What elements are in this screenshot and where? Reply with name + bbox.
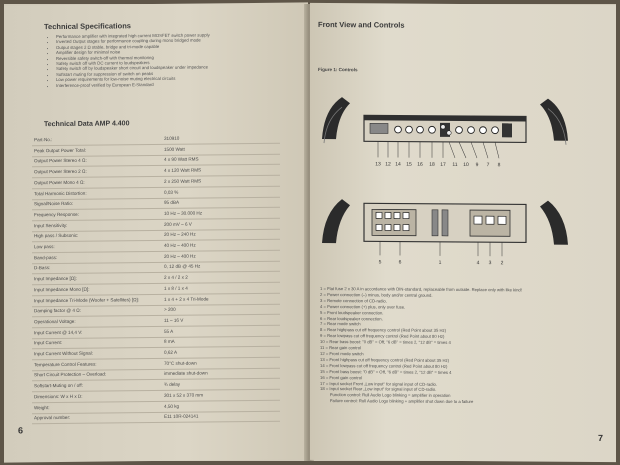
row-divider <box>32 421 280 425</box>
spec-value: 70°C shut-down <box>164 360 197 366</box>
row-divider <box>32 143 280 147</box>
legend-item: Function control: Rull Audio Logo blinking = amplifier in operation <box>330 392 451 399</box>
row-divider <box>32 367 280 371</box>
spec-label: Input Current: <box>34 340 63 346</box>
callout-number: 4 <box>476 260 480 267</box>
spec-value: 4 x 90 Watt RMS <box>164 156 199 163</box>
row-divider <box>32 207 280 211</box>
legend-item: 15 = Front bass boost: "0 dB" = Off, "6 dB" = times 2, "12 dB" = times 4 <box>320 368 452 375</box>
left-page <box>4 2 308 462</box>
callout-number: 12 <box>385 161 391 168</box>
spec-value: 0,62 A <box>164 349 178 355</box>
row-divider <box>32 378 280 382</box>
spec-value: > 200 <box>164 306 176 313</box>
amplifier-terminals-diagram <box>320 183 570 277</box>
spec-value: 10 Hz – 30.000 Hz <box>164 210 203 216</box>
spec-value: 301 x 52 x 370 mm <box>164 392 204 398</box>
spec-label: Softstart-Muting on / off: <box>34 382 83 389</box>
spec-label: Low pass: <box>34 244 55 250</box>
row-divider <box>32 325 280 329</box>
legend-item: 14 = Front lowpass cut off frequency control (Red Point about 80 Hz) <box>320 362 448 369</box>
spec-label: Band-pass: <box>34 254 58 260</box>
legend-item: 3 = Remote connection of CD-radio. <box>320 297 387 304</box>
spec-value: 4,50 kg <box>164 403 180 409</box>
legend-item: 7 = Rear mode switch <box>320 321 361 327</box>
legend-item: 4 = Power connection (+) plus, only over fuse. <box>320 303 406 310</box>
spec-label: High pass / Subsonic: <box>34 233 79 239</box>
spec-label: Input Impedance Mono [Ω]: <box>34 286 90 293</box>
row-divider <box>32 271 280 275</box>
row-divider <box>32 292 280 296</box>
row-divider <box>32 335 280 339</box>
legend-item: 13 = Front highpass cut off frequency control (Red Point about 35 Hz) <box>320 356 449 363</box>
spec-label: Peak Output Power Total: <box>34 147 87 153</box>
spec-label: Damping factor @ 4 Ω: <box>34 307 81 314</box>
row-divider <box>32 399 280 403</box>
spec-label: Operational Voltage: <box>34 318 76 325</box>
spec-value: 2 x 250 Watt RMS <box>164 178 202 184</box>
row-divider <box>32 260 280 264</box>
legend-item: 6 = Rear loudspeaker connection. <box>320 315 383 321</box>
feature-list <box>50 32 210 88</box>
feature-item: • Output stages 2 Ω stable, bridge and tri-mode capable <box>56 43 210 50</box>
spec-label: Output Power Mono 4 Ω: <box>34 179 85 186</box>
callout-number: 13 <box>375 161 381 168</box>
row-divider <box>32 196 280 200</box>
row-divider <box>32 218 280 222</box>
spec-label: Short Circuit Protection – Overload: <box>34 371 107 378</box>
spec-label: Input Current @ 14,4 V: <box>34 329 83 335</box>
spec-value: 55 A <box>164 328 174 334</box>
spec-value: 0, 12 dB @ 45 Hz <box>164 263 201 270</box>
callout-number: 1 <box>438 259 442 266</box>
legend-item: 8 = Rear highpass cut off frequency control (Red Point about 35 Hz) <box>320 327 446 334</box>
feature-item: • Softstart muting for suppression of switch on peaks <box>56 70 210 77</box>
row-divider <box>32 239 280 243</box>
row-divider <box>32 164 280 168</box>
feature-item: • Safety switch off by loudspeaker short circuit and loudspeaker under impedance <box>56 65 210 72</box>
spec-value: 20 Hz – 240 Hz <box>164 231 196 238</box>
spec-value: 20 Hz – 400 Hz <box>164 253 196 259</box>
feature-item: • Performance amplifier with integrated high current MOSFET switch power supply <box>56 32 210 39</box>
legend-item: Failure control: Rull Audio Logo blinking + amplifier shut down due to a failure <box>330 398 474 405</box>
row-divider <box>32 303 280 307</box>
spec-label: Input Impedance [Ω]: <box>34 275 77 282</box>
spec-value: 8 mA <box>164 339 175 345</box>
callout-number: 3 <box>488 260 492 267</box>
spec-label: Frequency Response: <box>34 211 79 218</box>
figure-caption: Figure 1: Controls <box>318 66 358 73</box>
spec-label: Part-No.: <box>34 137 53 143</box>
controls-legend <box>320 286 580 406</box>
callout-number: 17 <box>440 161 446 168</box>
row-divider <box>32 153 280 157</box>
spec-value: 1500 Watt <box>164 146 185 152</box>
legend-item: 18 = Input socket Rear „Low input" for signal input of CD-radio. <box>320 386 437 393</box>
page-number-right: 7 <box>598 432 604 443</box>
spec-label: Dimensions: W x H x D: <box>34 393 83 400</box>
spec-value: 4 x 120 Watt RMS <box>164 167 202 174</box>
legend-item: 16 = Front gain control <box>320 374 363 380</box>
row-divider <box>32 185 280 189</box>
spec-label: Weight: <box>34 404 50 410</box>
callout-number: 16 <box>417 161 423 168</box>
legend-item: 10 = Rear bass boost: "0 dB" = Off, "6 dB" = times 2, "12 dB" = times 4 <box>320 339 451 346</box>
spec-value: ¾ delay <box>164 381 181 388</box>
spec-label: Input Impedance Tri-Mode (Woofer + Satellites) [Ω]: <box>34 296 140 303</box>
spec-label: Output Power Stereo 4 Ω: <box>34 158 87 164</box>
row-divider <box>32 357 280 361</box>
legend-item: 1 = Flat fuse 2 x 30 A in accordance with DIN-standard, replaceable from outside. Replace only with like kind! <box>320 286 522 293</box>
callout-number: 10 <box>463 162 469 169</box>
spec-label: D-Bass: <box>34 265 51 271</box>
row-divider <box>32 175 280 179</box>
spec-value: 1 x 4 + 2 x 4 Tri-Mode <box>164 295 209 302</box>
callout-number: 9 <box>475 162 479 169</box>
feature-item: • Interference-proof verified by European E-Standard <box>56 81 210 88</box>
spec-label: Input Current Without Signal: <box>34 350 93 357</box>
callout-number: 18 <box>429 161 435 168</box>
spec-label: Input Sensitivity: <box>34 222 68 228</box>
feature-item: • Amplifier design for minimal noise <box>56 49 210 56</box>
legend-item: 11 = Rear gain control <box>320 345 362 351</box>
booklet-spread <box>4 4 616 461</box>
spec-label: Temperature Control Features: <box>34 361 97 367</box>
spec-label: Approval number: <box>34 415 71 421</box>
spec-label: Output Power Stereo 2 Ω: <box>34 168 87 175</box>
spec-value: E11 10R-024141 <box>164 413 199 420</box>
spec-value: 1 x 8 / 1 x 4 <box>164 285 188 291</box>
spec-value: 2 x 4 / 2 x 2 <box>164 274 188 281</box>
spec-value: 95 dBA <box>164 199 180 206</box>
right-page <box>310 3 616 462</box>
spec-label: Total Harmonic Distortion: <box>34 190 87 196</box>
spec-value: immediate shut-down <box>164 370 208 377</box>
legend-item: 9 = Rear lowpass cut off frequency control (Red Point about 80 Hz) <box>320 333 445 340</box>
legend-item: 12 = Front mode switch <box>320 350 364 357</box>
row-divider <box>32 282 280 286</box>
row-divider <box>32 389 280 393</box>
feature-item: • Inverted Output stages for performance coupling during mono bridged mode <box>56 38 210 45</box>
callout-number: 6 <box>398 259 402 266</box>
callout-number: 15 <box>406 161 412 168</box>
feature-item: • Safety switch off with DC current to loudspeakers <box>56 59 210 66</box>
amplifier-controls-diagram <box>320 79 570 181</box>
page-title: Front View and Controls <box>318 19 405 30</box>
row-divider <box>32 346 280 350</box>
spec-value: 11 – 16 V <box>164 317 184 323</box>
callout-number: 11 <box>452 161 458 168</box>
technical-data-title: Technical Data AMP 4.400 <box>44 120 130 129</box>
legend-item: 5 = Front loudspeaker connection. <box>320 309 384 316</box>
page-number-left: 6 <box>18 425 24 436</box>
spec-label: Signal/Noise Ratio: <box>34 201 74 207</box>
spec-value: 0,03 % <box>164 189 179 195</box>
callout-number: 2 <box>500 260 504 267</box>
row-divider <box>32 250 280 254</box>
callout-number: 8 <box>497 162 501 169</box>
spec-value: 40 Hz – 400 Hz <box>164 242 196 248</box>
callout-number: 14 <box>395 161 401 168</box>
legend-item: 2 = Power connection (–) minus, body and/or central ground. <box>320 291 433 298</box>
feature-item: • Reversible safety switch-off with thermal monitoring <box>56 54 210 61</box>
callout-number: 5 <box>378 259 382 266</box>
spec-value: 200 mV – 6 V <box>164 221 192 227</box>
row-divider <box>32 314 280 318</box>
legend-item: 17 = Input socket Front „Low input" for signal input of CD-radio. <box>320 380 438 387</box>
spec-value: 310910 <box>164 135 180 141</box>
tech-spec-title: Technical Specifications <box>44 21 131 32</box>
feature-item: • Low power requirements for low-noise muting electrical circuits <box>56 76 210 83</box>
row-divider <box>32 410 280 414</box>
callout-number: 7 <box>486 162 490 169</box>
row-divider <box>32 228 280 232</box>
